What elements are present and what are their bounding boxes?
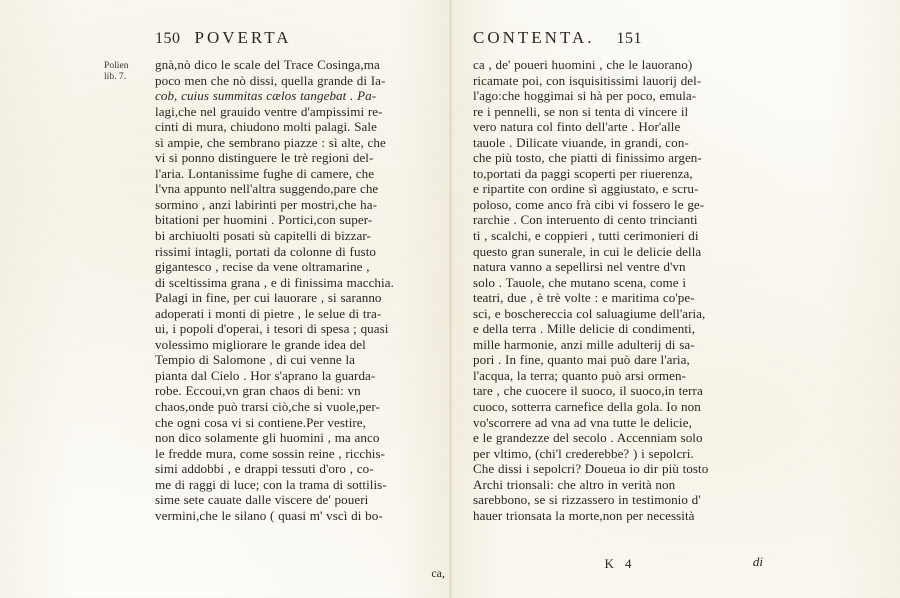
text-line: lagi,che nel grauido ventre d'ampissimi re-: [155, 103, 383, 119]
right-page-header: [473, 28, 763, 52]
left-page-body-text: [155, 57, 445, 523]
text-line: sci, e boschereccia col saluagiume dell'aria,: [473, 305, 706, 321]
text-line: pori . In fine, quanto mai può dare l'aria,: [473, 352, 690, 368]
right-page-folio: 151: [616, 30, 642, 47]
text-line: e della terra . Mille delicie di condimenti,: [473, 321, 696, 337]
signature-letter: K: [604, 556, 615, 571]
text-line: ti , scalchi, e coppieri , tutti cerimonieri di: [473, 228, 699, 244]
text-line: sime sete cauate dalle viscere de' poueri: [155, 492, 369, 508]
text-line: poco men che nò dissi, quella grande di Ia-: [155, 72, 386, 88]
left-page-running-head: POVERTA: [194, 28, 292, 47]
text-line: vero natura col finto dell'arte . Hor'alle: [473, 119, 681, 135]
text-line: robe. Eccoui,vn gran chaos di beni: vn: [155, 383, 361, 399]
text-line: Che dissi i sepolcri? Doueua io dir più tosto: [473, 461, 709, 477]
text-line: che ogni cosa vi si contiene.Per vestire,: [155, 414, 366, 430]
text-line: poloso, come anco frà cibi vi fossero le ge-: [473, 196, 705, 212]
left-page-folio: 150: [155, 30, 181, 47]
text-line: re i pennelli, se non si tenta di vincere il: [473, 103, 689, 119]
text-line: sarebbono, se si rizzassero in testimonio d': [473, 492, 701, 508]
text-line: rissimi intagli, portati da colonne di fusto: [155, 243, 376, 259]
text-line: bi archiuolti posati sù capitelli di bizzar-: [155, 228, 371, 244]
left-page-column: [155, 28, 445, 523]
text-line: tare , che cuocere il suoco, il suoco,in terra: [473, 383, 703, 399]
text-line: l'aria. Lontanissime fughe di camere, che: [155, 165, 375, 181]
text-line: ui, i popoli d'operai, i tesori di spesa ; quasi: [155, 321, 389, 337]
text-line: cinti di mura, chiudono molti palagi. Sale: [155, 119, 377, 135]
marginal-note: [104, 60, 154, 82]
text-line: cuoco, sotterra carnefice della gola. Io non: [473, 399, 701, 415]
text-line: l'acqua, la terra; quanto può arsi ormen-: [473, 367, 686, 383]
text-line: natura vanno a sepellirsi nel ventre d'vn: [473, 259, 686, 275]
text-line: Archi trionsali: che altro in verità non: [473, 476, 676, 492]
text-line: volessimo migliorare le grande idea del: [155, 336, 366, 352]
text-line: teatri, due , è trè volte : e maritima co'pe-: [473, 290, 695, 306]
text-line: Palagi in fine, per cui lauorare , si saranno: [155, 290, 382, 306]
text-line: che più tosto, che piatti di finissimo argen-: [473, 150, 702, 166]
right-page-running-head: CONTENTA.: [473, 28, 595, 47]
marginal-note-line: lib. 7.: [104, 71, 127, 82]
signature-number: 4: [624, 556, 632, 571]
text-line: rarchie . Con interuento di cento trincianti: [473, 212, 698, 228]
text-line: vi si ponno distinguere le trè regioni del-: [155, 150, 374, 166]
text-line: l'vna appunto nell'altra suggendo,pare che: [155, 181, 379, 197]
text-line: sì ampie, che sembrano piazze : sì alte, che: [155, 134, 386, 150]
text-line: pianta dal Cielo . Hor s'aprano la guarda-: [155, 367, 376, 383]
text-line: le fredde mura, come sossin reine , ricchis-: [155, 445, 386, 461]
text-line: mille harmonie, anzi mille adulterij di sa-: [473, 336, 695, 352]
right-page-catchword: di: [752, 554, 763, 569]
text-line: to,portati da paggi scoperti per riuerenza,: [473, 165, 693, 181]
text-line: chaos,onde può trarsi ciò,che si vuole,per-: [155, 399, 380, 415]
text-line: vo'scorrere ad vna ad vna tutte le delicie,: [473, 414, 692, 430]
text-line: gigantesco , recise da vene oltramarine ,: [155, 259, 370, 275]
text-line: ricamate poi, con isquisitissimi lauorij del-: [473, 72, 702, 88]
text-line: gnà,nò dico le scale del Trace Cosinga,ma: [155, 57, 380, 72]
text-line: vermini,che le silano ( quasi m' vscì di bo-: [155, 507, 383, 523]
text-line: e le grandezze del secolo . Accenniam solo: [473, 430, 703, 446]
text-line: non dico solamente gli huomini , ma anco: [155, 430, 380, 446]
text-line: bitationi per huomini . Portici,con super-: [155, 212, 373, 228]
text-line: adoperati i monti di pietre , le selue di tra-: [155, 305, 382, 321]
left-page-header: [155, 28, 445, 52]
text-line: simi addobbi , e drappi tessuti d'oro , co-: [155, 461, 374, 477]
text-line: Tempio di Salomone , di cui venne la: [155, 352, 356, 368]
left-page-catchword: ca,: [431, 566, 445, 580]
right-page-column: [473, 28, 763, 523]
page-gutter: [449, 0, 452, 598]
text-line: me di raggi di luce; con la trama di sottilis-: [155, 476, 387, 492]
text-line: hauer trionsata la morte,non per necessità: [473, 507, 695, 523]
text-line: sormino , anzi labirinti per mostri,che ha-: [155, 196, 377, 212]
text-line: l'ago:che hoggimai si hà per poco, emula-: [473, 88, 697, 104]
text-line: solo . Tauole, che mutano scena, come i: [473, 274, 687, 290]
text-line: tauole . Dilicate viuande, in grandi, con-: [473, 134, 689, 150]
text-line: questo gran sunerale, in cui le delicie della: [473, 243, 702, 259]
right-page-body-text: [473, 57, 763, 523]
text-line: e ripartite con ordine sì aggiustato, e scru-: [473, 181, 699, 197]
text-line: cob, cuius summitas cælos tangebat . Pa-: [155, 88, 377, 104]
text-line: di sceltissima grana , e di finissima macchia.: [155, 274, 394, 290]
marginal-note-line: Polien: [104, 60, 129, 71]
text-line: ca , de' poueri huomini , che le lauorano): [473, 57, 693, 72]
text-line: per vltimo, (chi'l crederebbe? ) i sepolcri.: [473, 445, 694, 461]
